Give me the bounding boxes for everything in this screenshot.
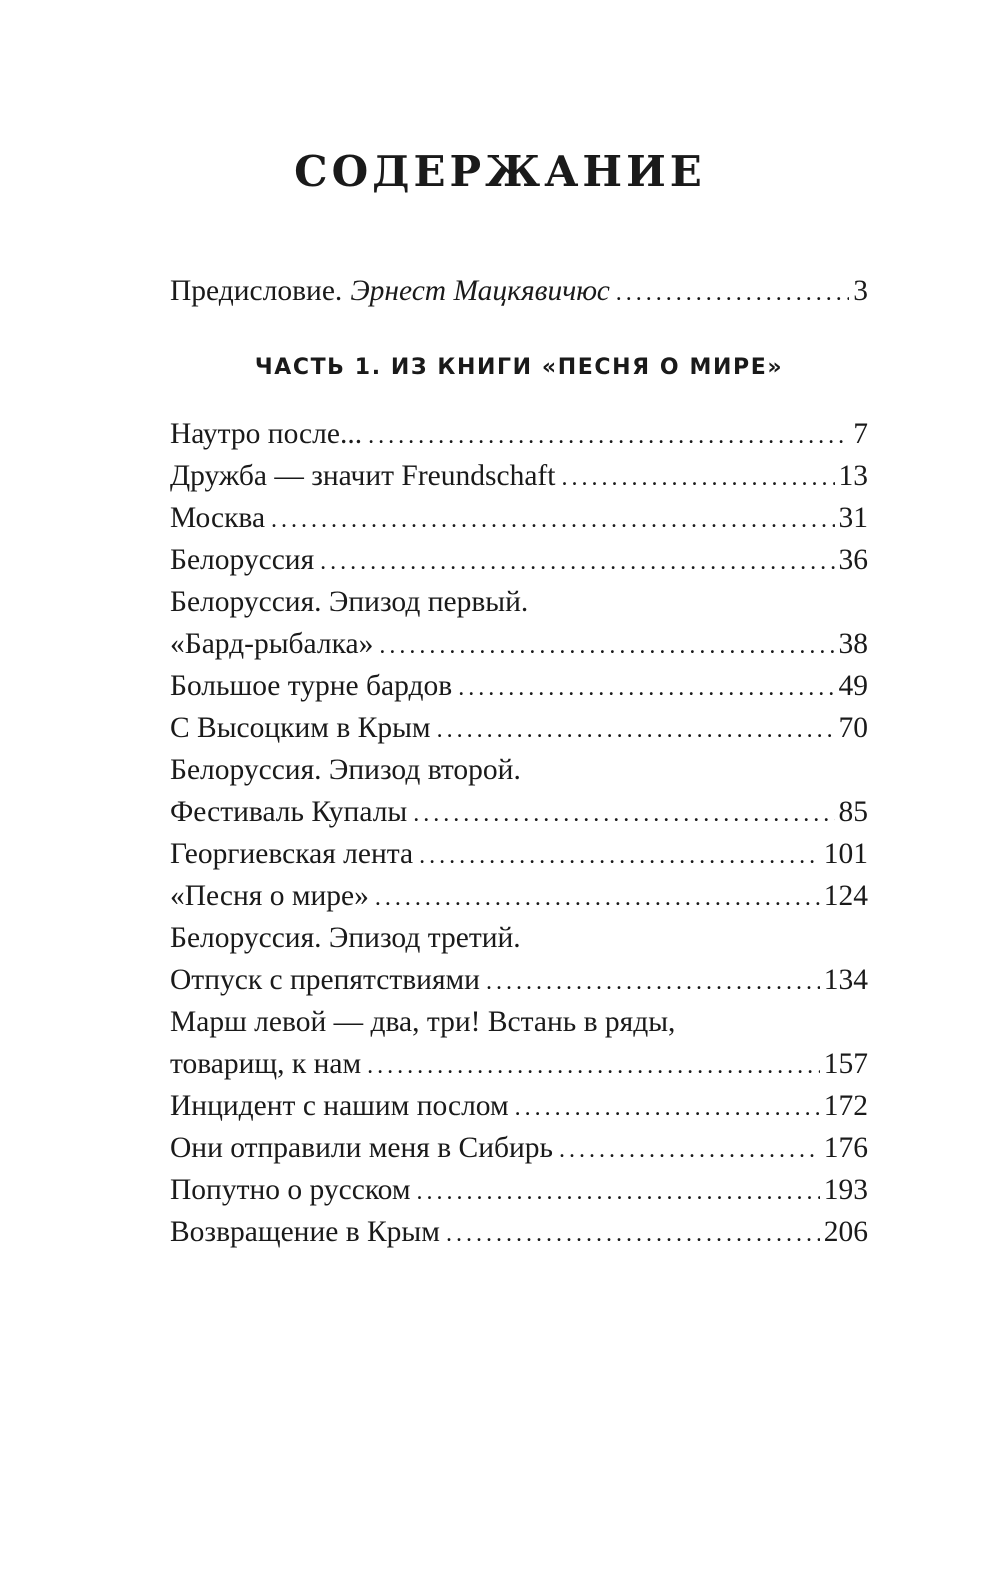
toc-entry-preface xyxy=(170,270,868,312)
toc-entry-label: Предисловие. xyxy=(170,275,343,307)
toc-entry xyxy=(170,1043,868,1085)
dot-leader xyxy=(446,1213,820,1253)
dot-leader xyxy=(419,835,820,875)
toc-entry-label: Москва xyxy=(170,502,266,534)
toc-entry-title-line: Марш левой — два, три! Встань в ряды, xyxy=(170,1006,676,1038)
toc-entry-title-line: Белоруссия. Эпизод второй. xyxy=(170,754,521,786)
toc-entry xyxy=(170,791,868,833)
dot-leader xyxy=(486,961,820,1001)
dot-leader xyxy=(561,457,834,497)
toc-entry-page: 101 xyxy=(823,838,868,870)
dot-leader xyxy=(417,1171,820,1211)
toc-entry-page: 31 xyxy=(838,502,868,534)
toc-entry-page: 134 xyxy=(823,964,868,996)
toc-entry-label: Они отправили меня в Сибирь xyxy=(170,1132,553,1164)
toc-entry-label: «Бард-рыбалка» xyxy=(170,628,374,660)
toc-entry xyxy=(170,1127,868,1169)
toc-entry-page: 7 xyxy=(853,418,868,450)
toc-entry-page: 157 xyxy=(823,1048,868,1080)
toc-entry xyxy=(170,539,868,581)
toc-entry-label: Дружба — значит Freundschaft xyxy=(170,460,556,492)
toc-entry-label: Белоруссия xyxy=(170,544,315,576)
toc-entry-label: С Высоцким в Крым xyxy=(170,712,431,744)
toc-entry-author: Эрнест Мацкявичюс xyxy=(350,275,610,307)
dot-leader xyxy=(379,625,834,665)
toc-entry-label: Большое турне бардов xyxy=(170,670,453,702)
toc-entry-page: 124 xyxy=(823,880,868,912)
toc-entry xyxy=(170,413,868,455)
toc-entry-page: 49 xyxy=(838,670,868,702)
toc-entry xyxy=(170,1169,868,1211)
dot-leader xyxy=(271,499,834,539)
toc-entry-label: Попутно о русском xyxy=(170,1174,411,1206)
toc-entry-label: Фестиваль Купалы xyxy=(170,796,408,828)
toc-entry xyxy=(170,455,868,497)
dot-leader xyxy=(413,793,834,833)
part-heading: ЧАСТЬ 1. ИЗ КНИГИ «ПЕСНЯ О МИРЕ» xyxy=(254,355,784,380)
toc-entry-page: 85 xyxy=(838,796,868,828)
toc-entry xyxy=(170,875,868,917)
dot-leader xyxy=(375,877,820,917)
toc-entry-page: 36 xyxy=(838,544,868,576)
toc-entry-label: Отпуск с препятствиями xyxy=(170,964,480,996)
toc-entry xyxy=(170,1085,868,1127)
dot-leader xyxy=(367,1045,820,1085)
toc-entry-page: 3 xyxy=(853,275,868,307)
toc-entry-page: 193 xyxy=(823,1174,868,1206)
dot-leader xyxy=(320,541,834,581)
toc-entry-label: «Песня о мире» xyxy=(170,880,369,912)
toc-entry-page: 70 xyxy=(838,712,868,744)
toc-entry-label: Наутро после... xyxy=(170,418,363,450)
toc-entry xyxy=(170,623,868,665)
toc-entry-label: Инцидент с нашим послом xyxy=(170,1090,509,1122)
toc-entry-page: 13 xyxy=(838,460,868,492)
toc-entry xyxy=(170,833,868,875)
dot-leader xyxy=(515,1087,820,1127)
toc-entry-label: Возвращение в Крым xyxy=(170,1216,440,1248)
toc-entry-title-line: Белоруссия. Эпизод третий. xyxy=(170,922,521,954)
toc-entry xyxy=(170,665,868,707)
toc-entry-page: 172 xyxy=(823,1090,868,1122)
dot-leader xyxy=(616,272,849,312)
toc-entry-page: 206 xyxy=(823,1216,868,1248)
toc-entry-title-line: Белоруссия. Эпизод первый. xyxy=(170,586,529,618)
dot-leader xyxy=(458,667,834,707)
dot-leader xyxy=(368,415,849,455)
toc-entry-page: 176 xyxy=(823,1132,868,1164)
toc-entry xyxy=(170,497,868,539)
dot-leader xyxy=(437,709,835,749)
toc-entry-label: товарищ, к нам xyxy=(170,1048,362,1080)
page-title: СОДЕРЖАНИЕ xyxy=(294,147,706,196)
toc-entry xyxy=(170,707,868,749)
toc-entry-page: 38 xyxy=(838,628,868,660)
toc-entry xyxy=(170,959,868,1001)
toc-entry-label: Георгиевская лента xyxy=(170,838,414,870)
dot-leader xyxy=(559,1129,820,1169)
toc-entry xyxy=(170,1211,868,1253)
